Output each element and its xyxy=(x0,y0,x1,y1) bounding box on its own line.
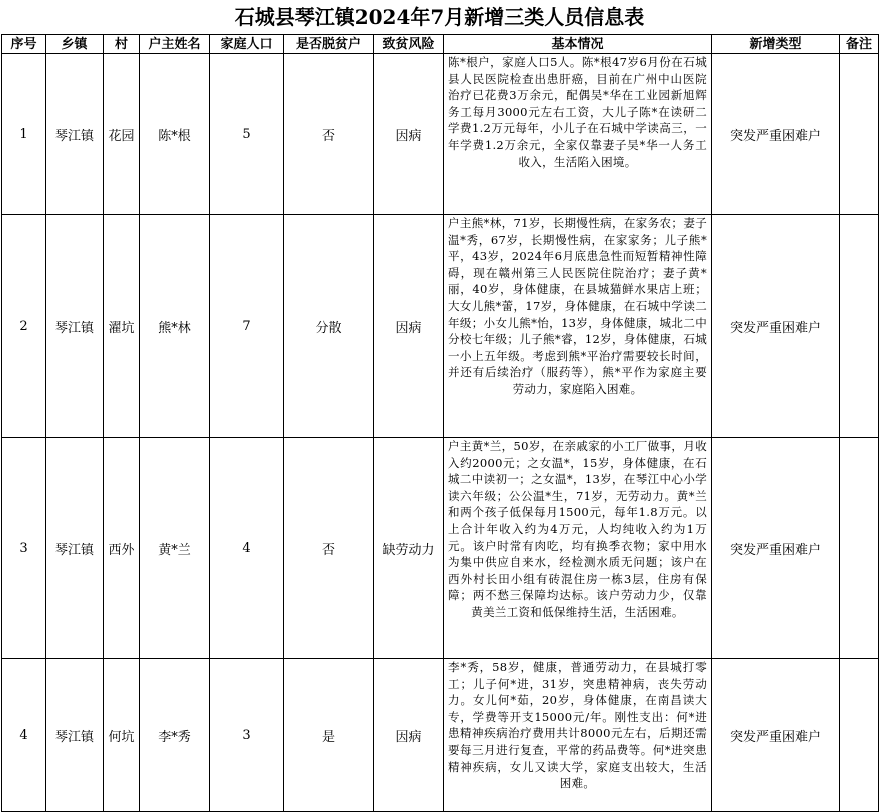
cell-village: 西外 xyxy=(104,438,140,659)
table-row xyxy=(2,438,879,659)
cell-note xyxy=(840,659,879,812)
cell-town: 琴江镇 xyxy=(46,438,104,659)
cell-village: 何坑 xyxy=(104,659,140,812)
cell-village: 花园 xyxy=(104,54,140,215)
cell-size: 3 xyxy=(210,659,284,812)
table-row xyxy=(2,659,879,812)
cell-type: 突发严重困难户 xyxy=(712,215,840,438)
cell-poverty: 分散 xyxy=(284,215,374,438)
cell-risk: 因病 xyxy=(374,54,444,215)
cell-note xyxy=(840,54,879,215)
info-table xyxy=(1,34,879,812)
cell-no: 2 xyxy=(2,215,46,438)
header-detail: 基本情况 xyxy=(444,35,712,54)
table-row xyxy=(2,54,879,215)
cell-type: 突发严重困难户 xyxy=(712,54,840,215)
header-size: 家庭人口 xyxy=(210,35,284,54)
header-no: 序号 xyxy=(2,35,46,54)
cell-detail: 陈*根户，家庭人口5人。陈*根47岁6月份在石城县人民医院检查出患肝癌，目前在广州中山医院治疗已花费3万余元，配偶吴*华在工业园新旭辉务工每月3000元左右工资，大儿子陈*在读研二学费1.2万元每年，小儿子在石城中学读高三，一年学费1.2万余元，全家仅靠妻子吴*华一人务工收入，生活陷入困境。 xyxy=(444,54,712,215)
cell-size: 4 xyxy=(210,438,284,659)
cell-detail: 户主黄*兰，50岁，在亲戚家的小工厂做事，月收入约2000元；之女温*，15岁，身体健康，在石城二中读初一；之女温*，13岁，在琴江中心小学读六年级；公公温*生，71岁，无劳动力。黄*兰和两个孩子低保每月1500元，每年1.8万元。以上合计年收入约为4万元，人均纯收入约为1万元。该户时常有肉吃，均有换季衣物；家中用水为集中供应自来水，经检测水质无问题；该户在西外村长田小组有砖混住房一栋3层，住房有保障；两不愁三保障均达标。该户劳动力少，仅靠黄美兰工资和低保维持生活，生活困难。 xyxy=(444,438,712,659)
cell-village: 濯坑 xyxy=(104,215,140,438)
header-village: 村 xyxy=(104,35,140,54)
cell-head: 熊*林 xyxy=(140,215,210,438)
cell-detail: 李*秀，58岁，健康，普通劳动力，在县城打零工；儿子何*进，31岁，突患精神病，丧失劳动力。女儿何*茹，20岁，身体健康，在南昌读大专，学费等开支15000元/年。刚性支出：何*进患精神疾病治疗费用共计8000元左右，后期还需要每三月进行复查，平常的药品费等。何*进突患精神疾病，女儿又读大学，家庭支出较大，生活困难。 xyxy=(444,659,712,812)
page-title: 石城县琴江镇2024年7月新增三类人员信息表 xyxy=(234,5,645,29)
header-type: 新增类型 xyxy=(712,35,840,54)
cell-town: 琴江镇 xyxy=(46,54,104,215)
cell-poverty: 是 xyxy=(284,659,374,812)
cell-size: 5 xyxy=(210,54,284,215)
table-row xyxy=(2,215,879,438)
cell-size: 7 xyxy=(210,215,284,438)
header-head: 户主姓名 xyxy=(140,35,210,54)
header-risk: 致贫风险 xyxy=(374,35,444,54)
cell-head: 李*秀 xyxy=(140,659,210,812)
cell-type: 突发严重困难户 xyxy=(712,438,840,659)
cell-no: 1 xyxy=(2,54,46,215)
cell-type: 突发严重困难户 xyxy=(712,659,840,812)
cell-town: 琴江镇 xyxy=(46,215,104,438)
cell-head: 黄*兰 xyxy=(140,438,210,659)
header-poverty: 是否脱贫户 xyxy=(284,35,374,54)
cell-risk: 因病 xyxy=(374,215,444,438)
header-note: 备注 xyxy=(840,35,879,54)
cell-poverty: 否 xyxy=(284,438,374,659)
cell-no: 3 xyxy=(2,438,46,659)
cell-risk: 因病 xyxy=(374,659,444,812)
header-town: 乡镇 xyxy=(46,35,104,54)
cell-town: 琴江镇 xyxy=(46,659,104,812)
cell-risk: 缺劳动力 xyxy=(374,438,444,659)
header-row xyxy=(2,35,879,54)
cell-detail: 户主熊*林，71岁，长期慢性病，在家务农；妻子温*秀，67岁，长期慢性病，在家家务；儿子熊*平，43岁，2024年6月底患急性而短暂精神性障碍，现在赣州第三人民医院住院治疗；妻子黄*丽，40岁，身体健康，在县城猫鲜水果店上班；大女儿熊*蕾，17岁，身体健康，在石城中学读二年级；小女儿熊*怡，13岁，身体健康，城北二中分校七年级；儿子熊*睿，12岁，身体健康，石城一小上五年级。考虑到熊*平治疗需要较长时间，并还有后续治疗（服药等），熊*平作为家庭主要劳动力，家庭陷入困难。 xyxy=(444,215,712,438)
cell-note xyxy=(840,438,879,659)
cell-head: 陈*根 xyxy=(140,54,210,215)
cell-poverty: 否 xyxy=(284,54,374,215)
cell-no: 4 xyxy=(2,659,46,812)
cell-note xyxy=(840,215,879,438)
